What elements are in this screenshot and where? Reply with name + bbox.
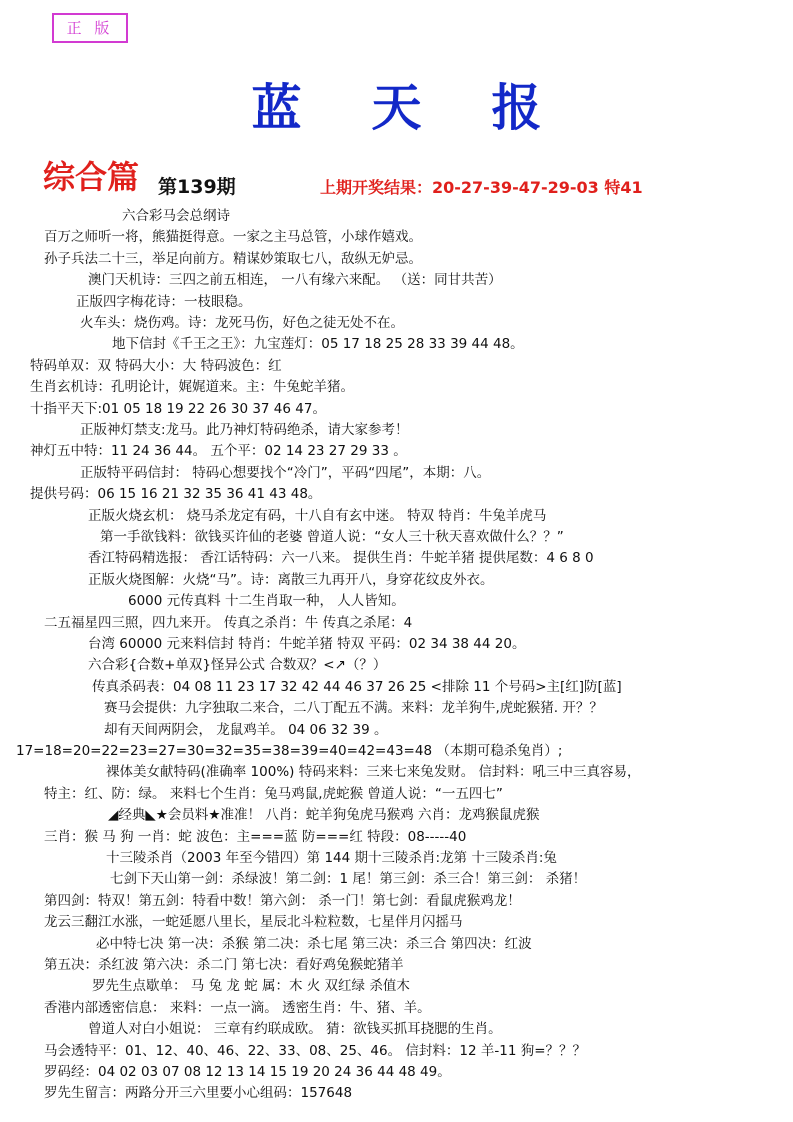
- paper-title: 蓝天报: [251, 78, 612, 137]
- text-line: 罗先生留言：两路分开三六里要小心组码：157648: [44, 1085, 353, 1102]
- text-line: 却有天间两阴会， 龙鼠鸡羊。 04 06 32 39 。: [104, 721, 388, 738]
- text-line: 第五决：杀红波 第六决：杀二门 第七决：看好鸡兔猴蛇猪羊: [44, 957, 404, 973]
- authentic-badge: 正 版: [52, 13, 128, 43]
- text-line: 二五福星四三照，四九来开。 传真之杀肖：牛 传真之杀尾：4: [44, 614, 413, 631]
- text-line: 第四剑：特双！第五剑：特看中数！第六剑： 杀一门！第七剑：看鼠虎猴鸡龙！: [44, 892, 521, 909]
- last-draw-result: 上期开奖结果：20-27-39-47-29-03 特41: [320, 178, 643, 197]
- text-line: 正版神灯禁支:龙马。此乃神灯特码绝杀，请大家参考！: [80, 422, 409, 438]
- text-line: 正版特平码信封： 特码心想要找个“冷门”，平码“四尾”，本期：八。: [80, 464, 491, 481]
- text-line: 曾道人对白小姐说： 三章有约联成欧。 猜：欲钱买抓耳挠腮的生肖。: [88, 1021, 502, 1038]
- text-line: 孙子兵法二十三，举足向前方。精谋妙策取七八，敌纵无妒忌。: [44, 250, 422, 267]
- text-line: 神灯五中特：11 24 36 44。 五个平：02 14 23 27 29 33 。: [30, 443, 407, 460]
- text-line: 台湾 60000 元来料信封 特肖：牛蛇羊猪 特双 平码：02 34 38 44 20。: [88, 636, 526, 652]
- text-line: 提供号码：06 15 16 21 32 35 36 41 43 48。: [30, 486, 322, 503]
- text-line: 马会透特平：01、12、40、46、22、33、08、25、46。 信封料：12 羊-11 狗=？？？: [44, 1042, 587, 1059]
- text-line: 罗码经：04 02 03 07 08 12 13 14 15 19 20 24 36 44 48 49。: [44, 1064, 451, 1080]
- text-line: 特码单双：双 特码大小：大 特码波色：红: [30, 357, 282, 374]
- text-line: 香港内部透密信息： 来料：一点一滴。 透密生肖：牛、猪、羊。: [44, 999, 431, 1016]
- text-line: 澳门天机诗：三四之前五相连， 一八有缘六来配。 （送：同甘共苦）: [88, 272, 502, 289]
- issue-number: 第139期: [158, 176, 236, 198]
- text-line: 17=18=20=22=23=27=30=32=35=38=39=40=42=43=48 （本期可稳杀兔肖）;: [16, 743, 563, 759]
- text-line: 裸体美女献特码(准确率 100%) 特码来料：三来七来兔发财。 信封料：吼三中三真容易，: [106, 764, 641, 781]
- text-line: 香江特码精选报： 香江话特码：六一八来。 提供生肖：牛蛇羊猪 提供尾数：4 6 8 0: [88, 550, 594, 567]
- text-line: 火车头：烧伤鸡。诗：龙死马伤，好色之徒无处不在。: [80, 315, 404, 331]
- text-line: 罗先生点歇单： 马 兔 龙 蛇 属：木 火 双红绿 杀值木: [92, 978, 410, 995]
- text-line: 六合彩马会总纲诗: [122, 208, 230, 224]
- section-title: 综合篇: [43, 158, 140, 196]
- text-line: 龙云三翻江水涨，一蛇延愿八里长，星辰北斗粒粒数，七星伴月闪摇马: [44, 914, 463, 931]
- text-line: 地下信封《千王之王》：九宝莲灯：05 17 18 25 28 33 39 44 48。: [112, 336, 524, 353]
- text-line: 七剑下天山第一剑：杀绿波！第二剑：1 尾！第三剑：杀三合！第三剑： 杀猪！: [110, 871, 587, 888]
- text-line: 正版火烧玄机： 烧马杀龙定有码，十八自有玄中迷。 特双 特肖：牛兔羊虎马: [88, 507, 547, 524]
- text-line: 6000 元传真料 十二生肖取一种， 人人皆知。: [128, 593, 405, 610]
- text-line: ◢经典◣★会员料★准准！ 八肖：蛇羊狗兔虎马猴鸡 六肖：龙鸡猴鼠虎猴: [108, 807, 540, 824]
- text-line: 特主：红、防：绿。 来料七个生肖：兔马鸡鼠,虎蛇猴 曾道人说：“一五四七”: [44, 785, 503, 802]
- text-line: 百万之师听一将，熊猫挺得意。一家之主马总管，小球作嬉戏。: [44, 229, 422, 246]
- text-line: 正版火烧图解：火烧“马”。诗：离散三九再开八，身穿花纹皮外衣。: [88, 571, 494, 588]
- text-line: 十三陵杀肖（2003 年至今错四）第 144 期十三陵杀肖:龙第 十三陵杀肖:兔: [106, 850, 557, 866]
- text-line: 正版四字梅花诗：一枝眼稳。: [76, 293, 252, 310]
- text-line: 赛马会提供：九字独取二来合，二八丁配五不满。来料：龙羊狗牛,虎蛇猴猪. 开？？: [104, 700, 603, 717]
- text-line: 六合彩{合数+单双}怪异公式 合数双？<↗（？）: [88, 657, 387, 674]
- text-line: 三肖：猴 马 狗 一肖：蛇 波色：主===蓝 防===红 特段：08-----40: [44, 828, 467, 845]
- text-line: 必中特七决 第一决：杀猴 第二决：杀七尾 第三决：杀三合 第四决：红波: [96, 935, 532, 952]
- text-line: 第一手欲钱料：欲钱买许仙的老婆 曾道人说：“女人三十秋天喜欢做什么？？”: [100, 529, 564, 545]
- text-line: 生肖玄机诗：孔明论计，娓娓道来。主：牛兔蛇羊猪。: [30, 379, 354, 396]
- text-line: 传真杀码表：04 08 11 23 17 32 42 44 46 37 26 25 <排除 11 个号码>主[红]防[蓝]: [92, 678, 622, 695]
- text-line: 十指平天下:01 05 18 19 22 26 30 37 46 47。: [30, 400, 326, 417]
